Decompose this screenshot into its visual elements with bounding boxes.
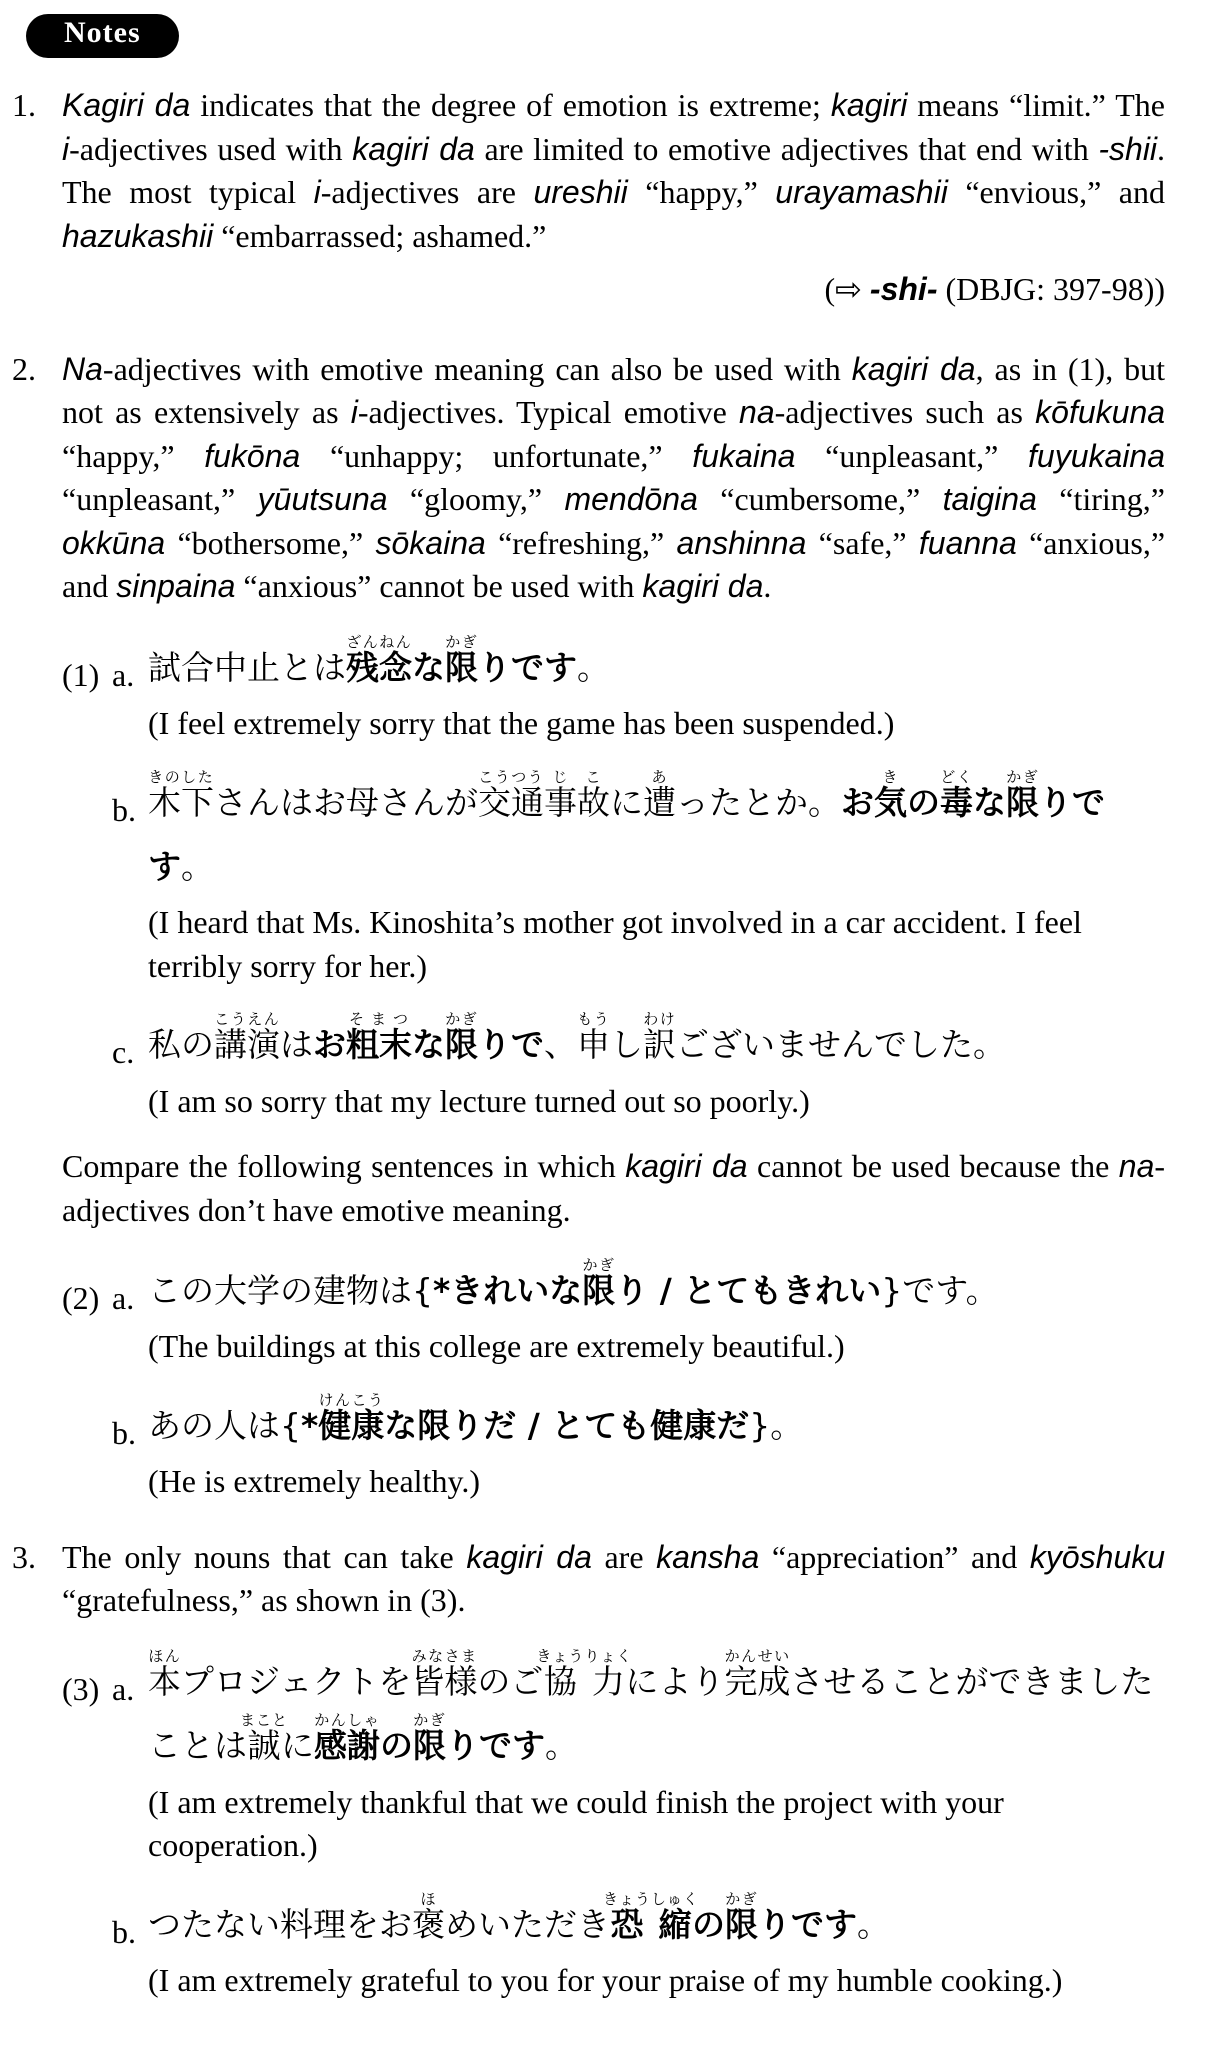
example-number: [62, 1890, 112, 2003]
example-group-2: [62, 1256, 1165, 1504]
example-item-3b: [62, 1890, 1165, 2003]
japanese-sentence: この大学の建物は{*きれいな限かぎり / とてもきれい}です。: [148, 1256, 999, 1311]
note-number: 2.: [12, 350, 36, 387]
example-item-3a: [62, 1647, 1165, 1868]
japanese-sentence: 私の講演こうえんはお粗末そまつな限かぎりで、申もうし訳わけございませんでした。: [148, 1010, 1006, 1065]
example-item-1c: [62, 1010, 1165, 1123]
japanese-sentence: 本ほんプロジェクトを皆様みなさまのご協力きょうりょくにより完成かんせいさせることができましたことは誠まことに感謝かんしゃの限かぎりです。: [148, 1646, 1154, 1766]
example-number: [62, 1391, 112, 1504]
note-1: [12, 84, 1165, 338]
japanese-sentence: つたない料理をお褒ほめいただき恐縮きょうしゅくの限かぎりです。: [148, 1889, 891, 1944]
note-1-paragraph: Kagiri da indicates that the degree of emotion is extreme; kagiri means “limit.” The i-adjectives used with kagiri da are limited to emotive adjectives that end with -shii. The most typical i-adjectives are ureshii “happy,” urayamashii “envious,” and hazukashii “embarrassed; ashamed.”: [62, 87, 1166, 254]
note-number: 3.: [12, 1538, 36, 1575]
notes-badge-label: Notes: [64, 16, 141, 49]
cross-reference: (⇨ -shi- (DBJG: 397-98)): [824, 270, 1165, 309]
translation: (The buildings at this college are extremely beautiful.): [148, 1328, 845, 1365]
example-number: [62, 768, 112, 989]
note-3: [12, 1536, 1165, 2025]
translation: (He is extremely healthy.): [148, 1463, 481, 1500]
example-item-2a: [62, 1256, 1165, 1369]
example-item-1b: [62, 768, 1165, 989]
example-item-2b: [62, 1391, 1165, 1504]
translation: (I am extremely thankful that we could finish the project with your cooperation.): [148, 1783, 1004, 1864]
notes-badge: [26, 14, 179, 58]
note-3-paragraph: The only nouns that can take kagiri da are kansha “appreciation” and kyōshuku “gratefulness,” as shown in (3).: [62, 1538, 1166, 1619]
translation: (I am so sorry that my lecture turned out so poorly.): [148, 1082, 810, 1119]
example-number: [62, 1010, 112, 1123]
example-letter: b.: [112, 1415, 136, 1451]
example-letter: b.: [112, 1913, 136, 1950]
example-letter: a.: [112, 1670, 135, 1707]
example-letter: b.: [112, 791, 136, 828]
translation: (I feel extremely sorry that the game has been suspended.): [148, 705, 895, 742]
example-letter: a.: [112, 656, 135, 693]
note-number: 1.: [12, 87, 36, 123]
example-letter: a.: [112, 1280, 135, 1317]
note-2: [12, 348, 1165, 1526]
compare-paragraph: Compare the following sentences in which kagiri da cannot be used because the na-adjectives don’t have emotive meaning.: [62, 1148, 1166, 1228]
note-2-paragraph: Na-adjectives with emotive meaning can also be used with kagiri da, as in (1), but not as extensively as i-adjectives. Typical emotive na-adjectives such as kōfukuna “happy,” fukōna “unhappy; unfortunate,” fukaina “unpleasant,” fuyukaina “unpleasant,” yūutsuna “gloomy,” mendōna “cumbersome,” taigina “tiring,” okkūna “bothersome,” sōkaina “refreshing,” anshinna “safe,” fuanna “anxious,” and sinpaina “anxious” cannot be used with kagiri da.: [62, 350, 1166, 605]
example-letter: c.: [112, 1034, 135, 1071]
example-group-1: [62, 633, 1165, 1123]
translation: (I am extremely grateful to you for your praise of my humble cooking.): [148, 1961, 1063, 1998]
example-item-1a: [62, 633, 1165, 746]
example-group-3: [62, 1647, 1165, 2003]
japanese-sentence: あの人は{*健康けんこうな限りだ / とても健康だ}。: [148, 1391, 804, 1445]
example-number: (3): [62, 1670, 100, 1707]
example-number: (1): [62, 656, 100, 693]
translation: (I heard that Ms. Kinoshita’s mother got involved in a car accident. I feel terribly sorry for her.): [148, 904, 1082, 984]
example-number: (2): [62, 1280, 100, 1317]
japanese-sentence: 木下きのしたさんはお母さんが交通こうつう事じ故こに遭あったとか。お気きの毒どくな限かぎりです。: [148, 767, 1105, 886]
japanese-sentence: 試合中止とは残念ざんねんな限かぎりです。: [148, 632, 610, 687]
